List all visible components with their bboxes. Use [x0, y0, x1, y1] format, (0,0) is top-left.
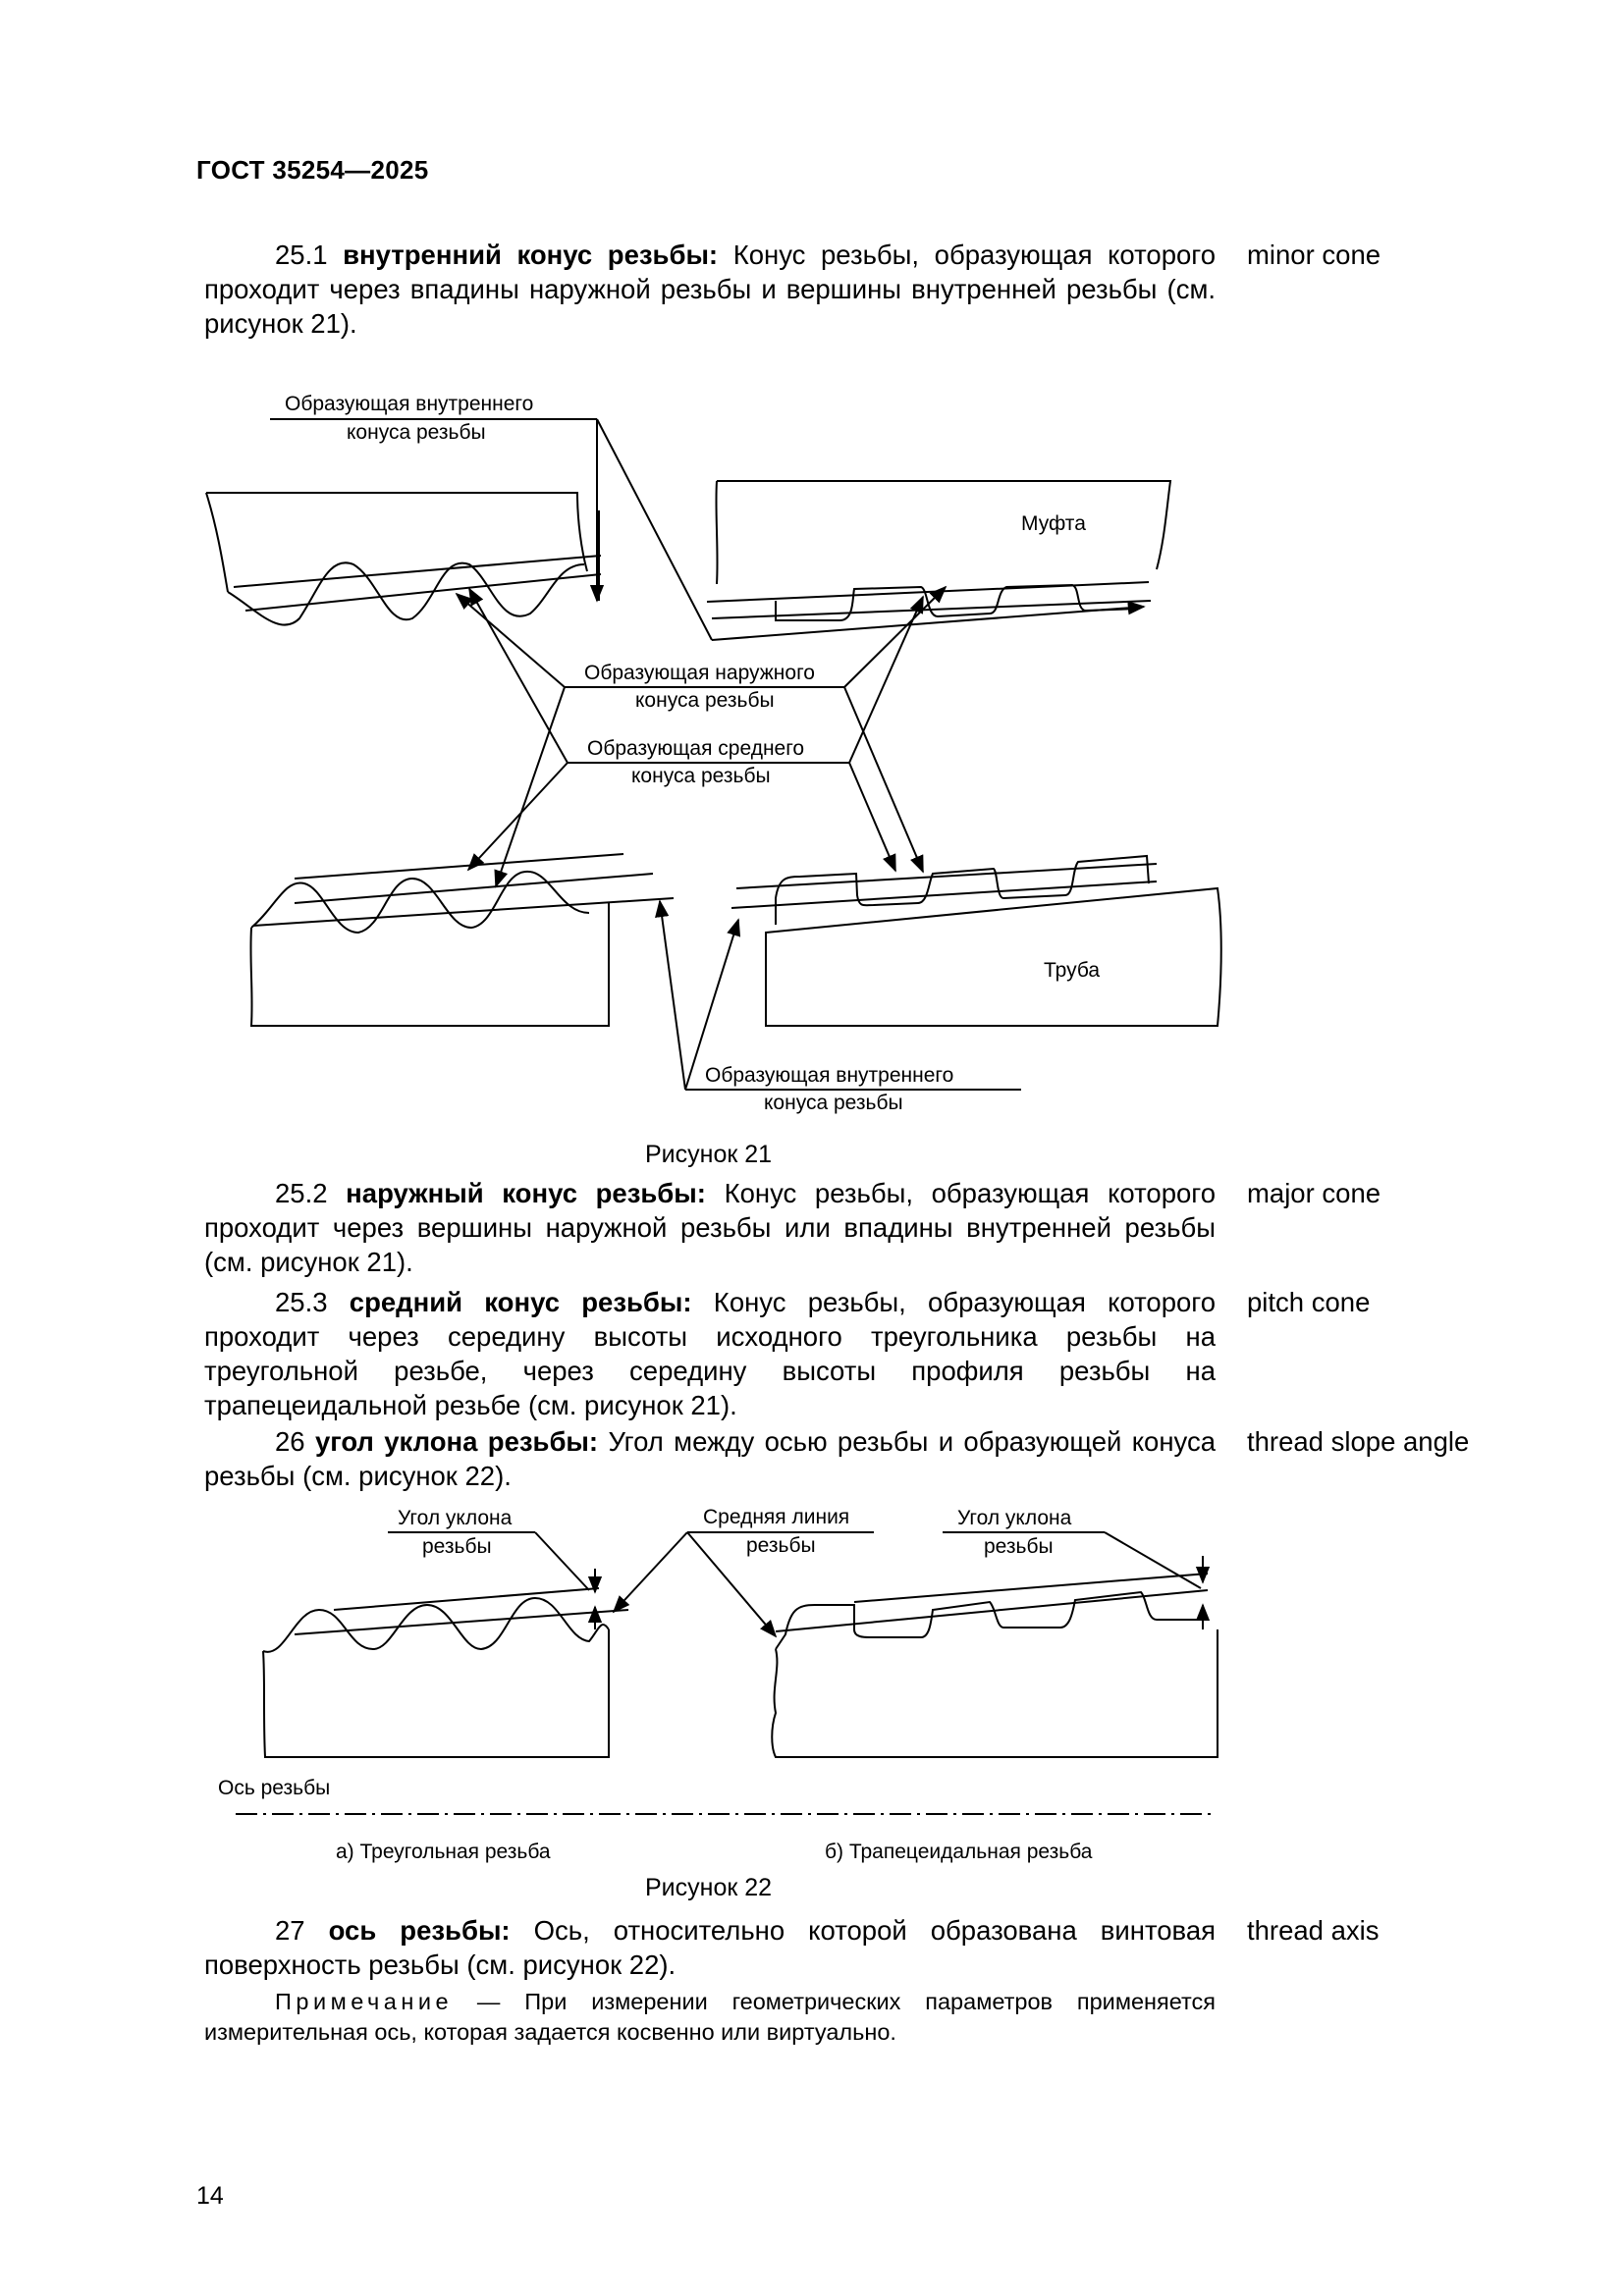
- term-en-25-1: minor cone: [1247, 240, 1381, 270]
- document-header: ГОСТ 35254—2025: [196, 155, 429, 185]
- label-midline-2: резьбы: [746, 1534, 816, 1557]
- note: [204, 1987, 1216, 2048]
- label-thread-axis: Ось резьбы: [218, 1777, 331, 1799]
- label-inner-cone-bottom-2: конуса резьбы: [764, 1092, 903, 1114]
- term-title: внутренний конус резьбы:: [343, 240, 719, 270]
- term-number: 25.1: [275, 240, 328, 270]
- term-entry-27: [204, 1913, 1216, 1982]
- term-title: наружный конус резьбы:: [346, 1178, 706, 1208]
- term-definition: Конус резьбы, образующая которого проходит через середину высоты исходного треугольника резьбы на треугольной резьбе, через середину высоты профиля резьбы на трапецеидальной резьбе (см. рисунок 21).: [204, 1287, 1217, 1420]
- term-definition: Конус резьбы, образующая которого проходит через вершины наружной резьбы или впадины внутренней резьбы (см. рисунок 21).: [204, 1178, 1216, 1277]
- label-middle-cone-1: Образующая среднего: [587, 737, 805, 760]
- subfigure-b-caption: б) Трапецеидальная резьба: [825, 1841, 1093, 1863]
- label-slope-right-1: Угол уклона: [957, 1507, 1072, 1529]
- label-slope-right-2: резьбы: [984, 1535, 1054, 1558]
- term-en-25-3: pitch cone: [1247, 1287, 1371, 1317]
- term-en-25-2: major cone: [1247, 1178, 1381, 1208]
- label-inner-cone-top-1: Образующая внутреннего: [285, 393, 534, 415]
- label-middle-cone-2: конуса резьбы: [631, 765, 771, 787]
- term-number: 25.3: [275, 1287, 328, 1317]
- label-outer-cone-1: Образующая наружного: [584, 662, 815, 684]
- label-outer-cone-2: конуса резьбы: [635, 689, 775, 712]
- term-definition: Ось, относительно которой образована винтовая поверхность резьбы (см. рисунок 22).: [204, 1915, 1217, 1980]
- subfigure-a-caption: а) Треугольная резьба: [336, 1841, 551, 1863]
- term-en-26: thread slope angle: [1247, 1426, 1470, 1457]
- term-number: 26: [275, 1426, 305, 1457]
- term-number: 25.2: [275, 1178, 328, 1208]
- label-pipe: Труба: [1044, 959, 1101, 982]
- label-midline-1: Средняя линия: [703, 1506, 850, 1528]
- term-title: средний конус резьбы:: [349, 1287, 692, 1317]
- term-definition: Угол между осью резьбы и образующей конуса резьбы (см. рисунок 22).: [204, 1426, 1217, 1491]
- term-number: 27: [275, 1915, 305, 1946]
- label-slope-left-1: Угол уклона: [398, 1507, 513, 1529]
- label-inner-cone-bottom-1: Образующая внутреннего: [705, 1064, 954, 1087]
- term-title: угол уклона резьбы:: [314, 1426, 599, 1457]
- term-en-27: thread axis: [1247, 1915, 1380, 1946]
- figure-21-caption: Рисунок 21: [645, 1141, 773, 1168]
- label-coupling: Муфта: [1021, 512, 1086, 535]
- label-slope-left-2: резьбы: [422, 1535, 492, 1558]
- term-definition: Конус резьбы, образующая которого проходит через впадины наружной резьбы и вершины внутренней резьбы (см. рисунок 21).: [204, 240, 1217, 339]
- page-number: 14: [196, 2182, 224, 2210]
- label-inner-cone-top-2: конуса резьбы: [347, 421, 486, 444]
- term-title: ось резьбы:: [328, 1915, 511, 1946]
- note-label: Примечание: [275, 1989, 454, 2014]
- figure-22-caption: Рисунок 22: [645, 1874, 773, 1901]
- note-text: — При измерении геометрических параметров применяется измерительная ось, которая задается косвенно или виртуально.: [204, 1989, 1217, 2045]
